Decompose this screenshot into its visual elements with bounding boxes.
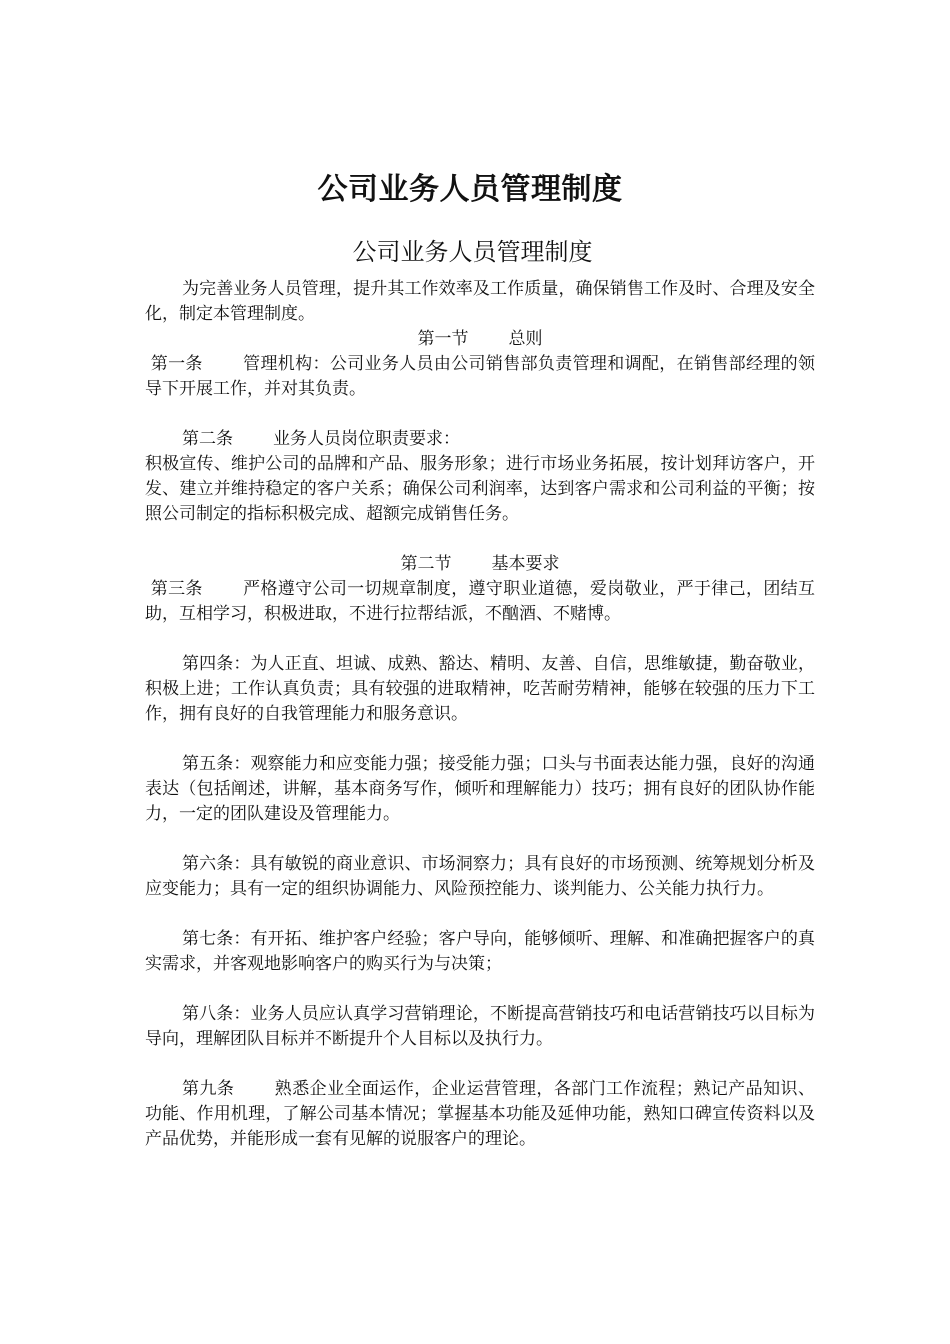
blank-line bbox=[145, 902, 815, 927]
intro-paragraph: 为完善业务人员管理，提升其工作效率及工作质量，确保销售工作及时、合理及安全化，制定本管理制度。 bbox=[145, 279, 815, 324]
section-2-name: 基本要求 bbox=[491, 554, 560, 574]
article-1-text: 管理机构：公司业务人员由公司销售部负责管理和调配，在销售部经理的领导下开展工作，并对其负责。 bbox=[145, 354, 816, 399]
section-heading-1 bbox=[145, 327, 815, 352]
blank-line bbox=[145, 977, 815, 1002]
article-3-label: 第三条 bbox=[150, 579, 203, 599]
article-2-label: 第二条 bbox=[182, 429, 233, 449]
section-1-label: 第一节 bbox=[417, 329, 469, 349]
blank-line bbox=[145, 827, 815, 852]
document-subtitle: 公司业务人员管理制度 bbox=[352, 238, 593, 266]
article-7: 第七条：有开拓、维护客户经验；客户导向，能够倾听、理解、和准确把握客户的真实需求，并客观地影响客户的购买行为与决策； bbox=[145, 929, 815, 974]
section-1-name: 总则 bbox=[508, 329, 543, 349]
document-title: 公司业务人员管理制度 bbox=[317, 172, 623, 207]
article-2-text: 积极宣传、维护公司的品牌和产品、服务形象；进行市场业务拓展，按计划拜访客户，开发、建立并维持稳定的客户关系；确保公司利润率，达到客户需求和公司利益的平衡；按照公司制定的指标积极完成、超额完成销售任务。 bbox=[145, 454, 815, 524]
section-2-label: 第二节 bbox=[400, 554, 452, 574]
article-1-label: 第一条 bbox=[150, 354, 203, 374]
article-9 bbox=[145, 1077, 815, 1152]
blank-line bbox=[145, 527, 815, 552]
article-3-text: 严格遵守公司一切规章制度，遵守职业道德，爱岗敬业，严于律己，团结互助，互相学习，积极进取，不进行拉帮结派，不酗酒、不赌博。 bbox=[145, 579, 816, 624]
article-9-label: 第九条 bbox=[182, 1079, 235, 1099]
article-5: 第五条：观察能力和应变能力强；接受能力强；口头与书面表达能力强，良好的沟通表达（包括阐述，讲解，基本商务写作，倾听和理解能力）技巧；拥有良好的团队协作能力，一定的团队建设及管理能力。 bbox=[145, 754, 815, 824]
article-8: 第八条：业务人员应认真学习营销理论，不断提高营销技巧和电话营销技巧以目标为导向，理解团队目标并不断提升个人目标以及执行力。 bbox=[145, 1004, 815, 1049]
blank-line bbox=[145, 727, 815, 752]
section-heading-2 bbox=[145, 552, 815, 577]
article-4: 第四条：为人正直、坦诚、成熟、豁达、精明、友善、自信，思维敏捷，勤奋敬业，积极上进；工作认真负责；具有较强的进取精神，吃苦耐劳精神，能够在较强的压力下工作，拥有良好的自我管理能力和服务意识。 bbox=[145, 654, 815, 724]
blank-line bbox=[145, 1052, 815, 1077]
article-2-heading bbox=[145, 427, 815, 452]
blank-line bbox=[145, 402, 815, 427]
blank-line bbox=[145, 627, 815, 652]
article-1 bbox=[145, 352, 815, 402]
document-body bbox=[145, 277, 815, 1152]
article-9-text: 熟悉企业全面运作，企业运营管理，各部门工作流程；熟记产品知识、功能、作用机理，了解公司基本情况；掌握基本功能及延伸功能，熟知口碑宣传资料以及产品优势，并能形成一套有见解的说服客户的理论。 bbox=[145, 1079, 816, 1149]
article-6: 第六条：具有敏锐的商业意识、市场洞察力；具有良好的市场预测、统筹规划分析及应变能力；具有一定的组织协调能力、风险预控能力、谈判能力、公关能力执行力。 bbox=[145, 854, 815, 899]
article-2-heading-text: 业务人员岗位职责要求： bbox=[273, 429, 460, 449]
article-3 bbox=[145, 577, 815, 627]
